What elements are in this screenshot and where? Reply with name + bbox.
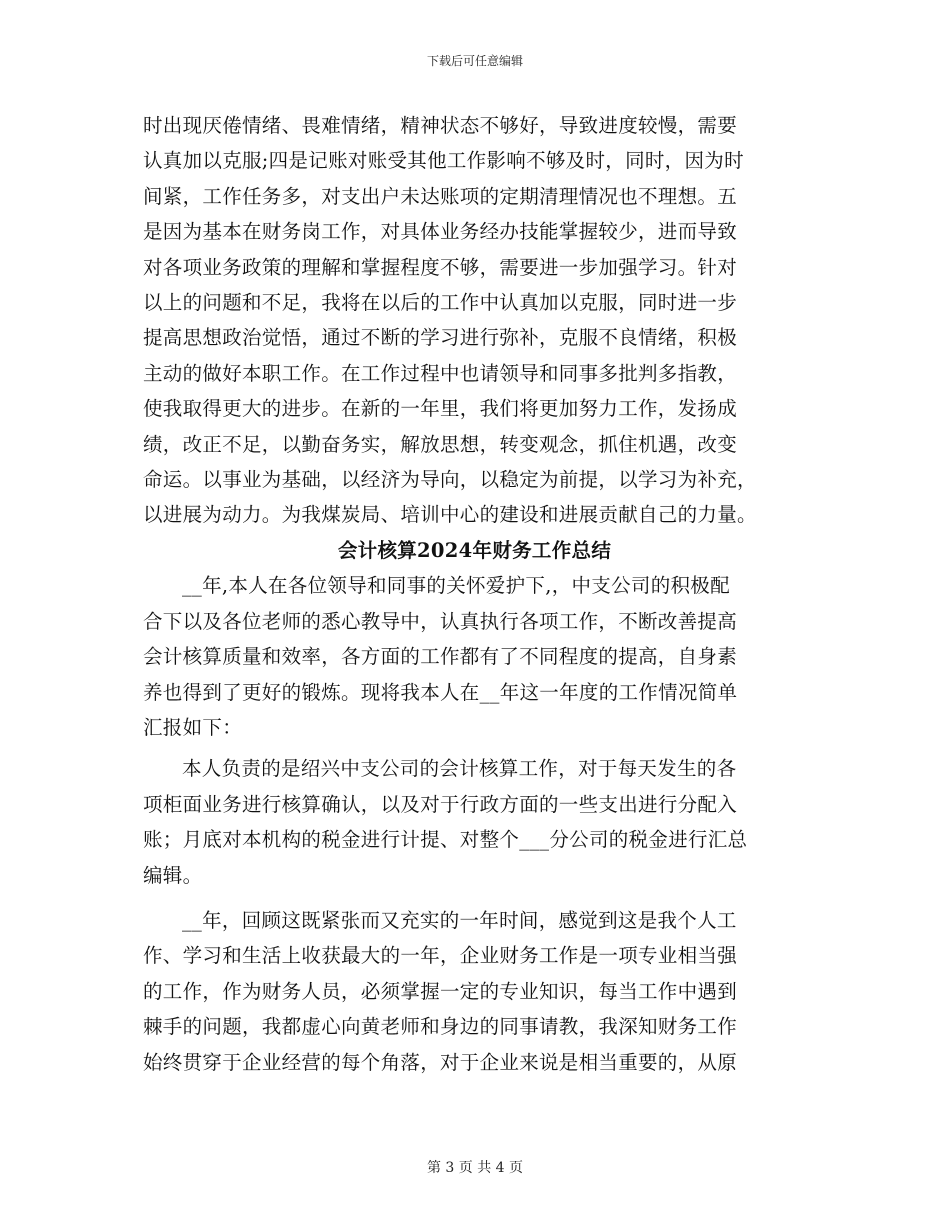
text-line: 提高思想政治觉悟，通过不断的学习进行弥补，克服不良情绪，积极 [143,326,738,350]
text-line: 本人负责的是绍兴中支公司的会计核算工作，对于每天发生的各 [182,757,737,781]
text-line: 是因为基本在财务岗工作，对具体业务经办技能掌握较少，进而导致 [143,220,738,244]
text-line: 会计核算质量和效率，各方面的工作都有了不同程度的提高，自身素 [143,645,738,669]
text-line: 命运。以事业为基础，以经济为导向，以稳定为前提，以学习为补充， [143,468,757,492]
document-body [143,108,806,1080]
text-line: 时出现厌倦情绪、畏难情绪，精神状态不够好，导致进度较慢，需要 [143,114,738,137]
text-line: 养也得到了更好的锻炼。现将我本人在__年这一年度的工作情况简单 [143,680,738,704]
text-line: 始终贯穿于企业经营的每个角落，对于企业来说是相当重要的，从原 [143,1050,738,1074]
text-line: 以进展为动力。为我煤炭局、培训中心的建设和进展贡献自己的力量。 [143,503,757,527]
text-line: 绩，改正不足，以勤奋务实，解放思想，转变观念，抓住机遇，改变 [143,432,738,456]
page-number: 第 3 页 共 4 页 [426,1160,524,1176]
text-line: 的工作，作为财务人员，必须掌握一定的专业知识，每当工作中遇到 [143,979,738,1003]
text-line: __年,本人在各位领导和同事的关怀爱护下,，中支公司的积极配 [182,574,730,598]
text-line: 作、学习和生活上收获最大的一年，企业财务工作是一项专业相当强 [143,944,738,968]
section-heading: 会计核算2024年财务工作总结 [337,538,612,562]
paragraph-4 [143,903,806,1080]
text-line: 对各项业务政策的理解和掌握程度不够，需要进一步加强学习。针对 [143,255,738,279]
text-line: 以上的问题和不足，我将在以后的工作中认真加以克服，同时进一步 [143,291,738,315]
text-line: 编辑。 [143,863,203,887]
paragraph-2 [143,568,806,745]
text-line: __年，回顾这既紧张而又充实的一年时间，感觉到这是我个人工 [182,908,737,932]
text-line: 棘手的问题，我都虚心向黄老师和身边的同事请教，我深知财务工作 [143,1015,738,1039]
text-line: 合下以及各位老师的悉心教导中，认真执行各项工作，不断改善提高 [143,609,738,633]
header-note: 下载后可任意编辑 [426,54,523,68]
text-line: 项柜面业务进行核算确认，以及对于行政方面的一些支出进行分配入 [143,792,738,816]
text-line: 主动的做好本职工作。在工作过程中也请领导和同事多批判多指教， [143,361,738,385]
text-line: 认真加以克服;四是记账对账受其他工作影响不够及时，同时，因为时 [143,149,744,173]
text-line: 汇报如下： [143,715,243,739]
paragraph-1 [143,108,806,533]
paragraph-3 [143,751,806,893]
text-line: 账；月底对本机构的税金进行计提、对整个___分公司的税金进行汇总 [143,828,748,852]
text-line: 间紧，工作任务多，对支出户未达账项的定期清理情况也不理想。五 [143,184,738,208]
text-line: 使我取得更大的进步。在新的一年里，我们将更加努力工作，发扬成 [143,397,738,421]
